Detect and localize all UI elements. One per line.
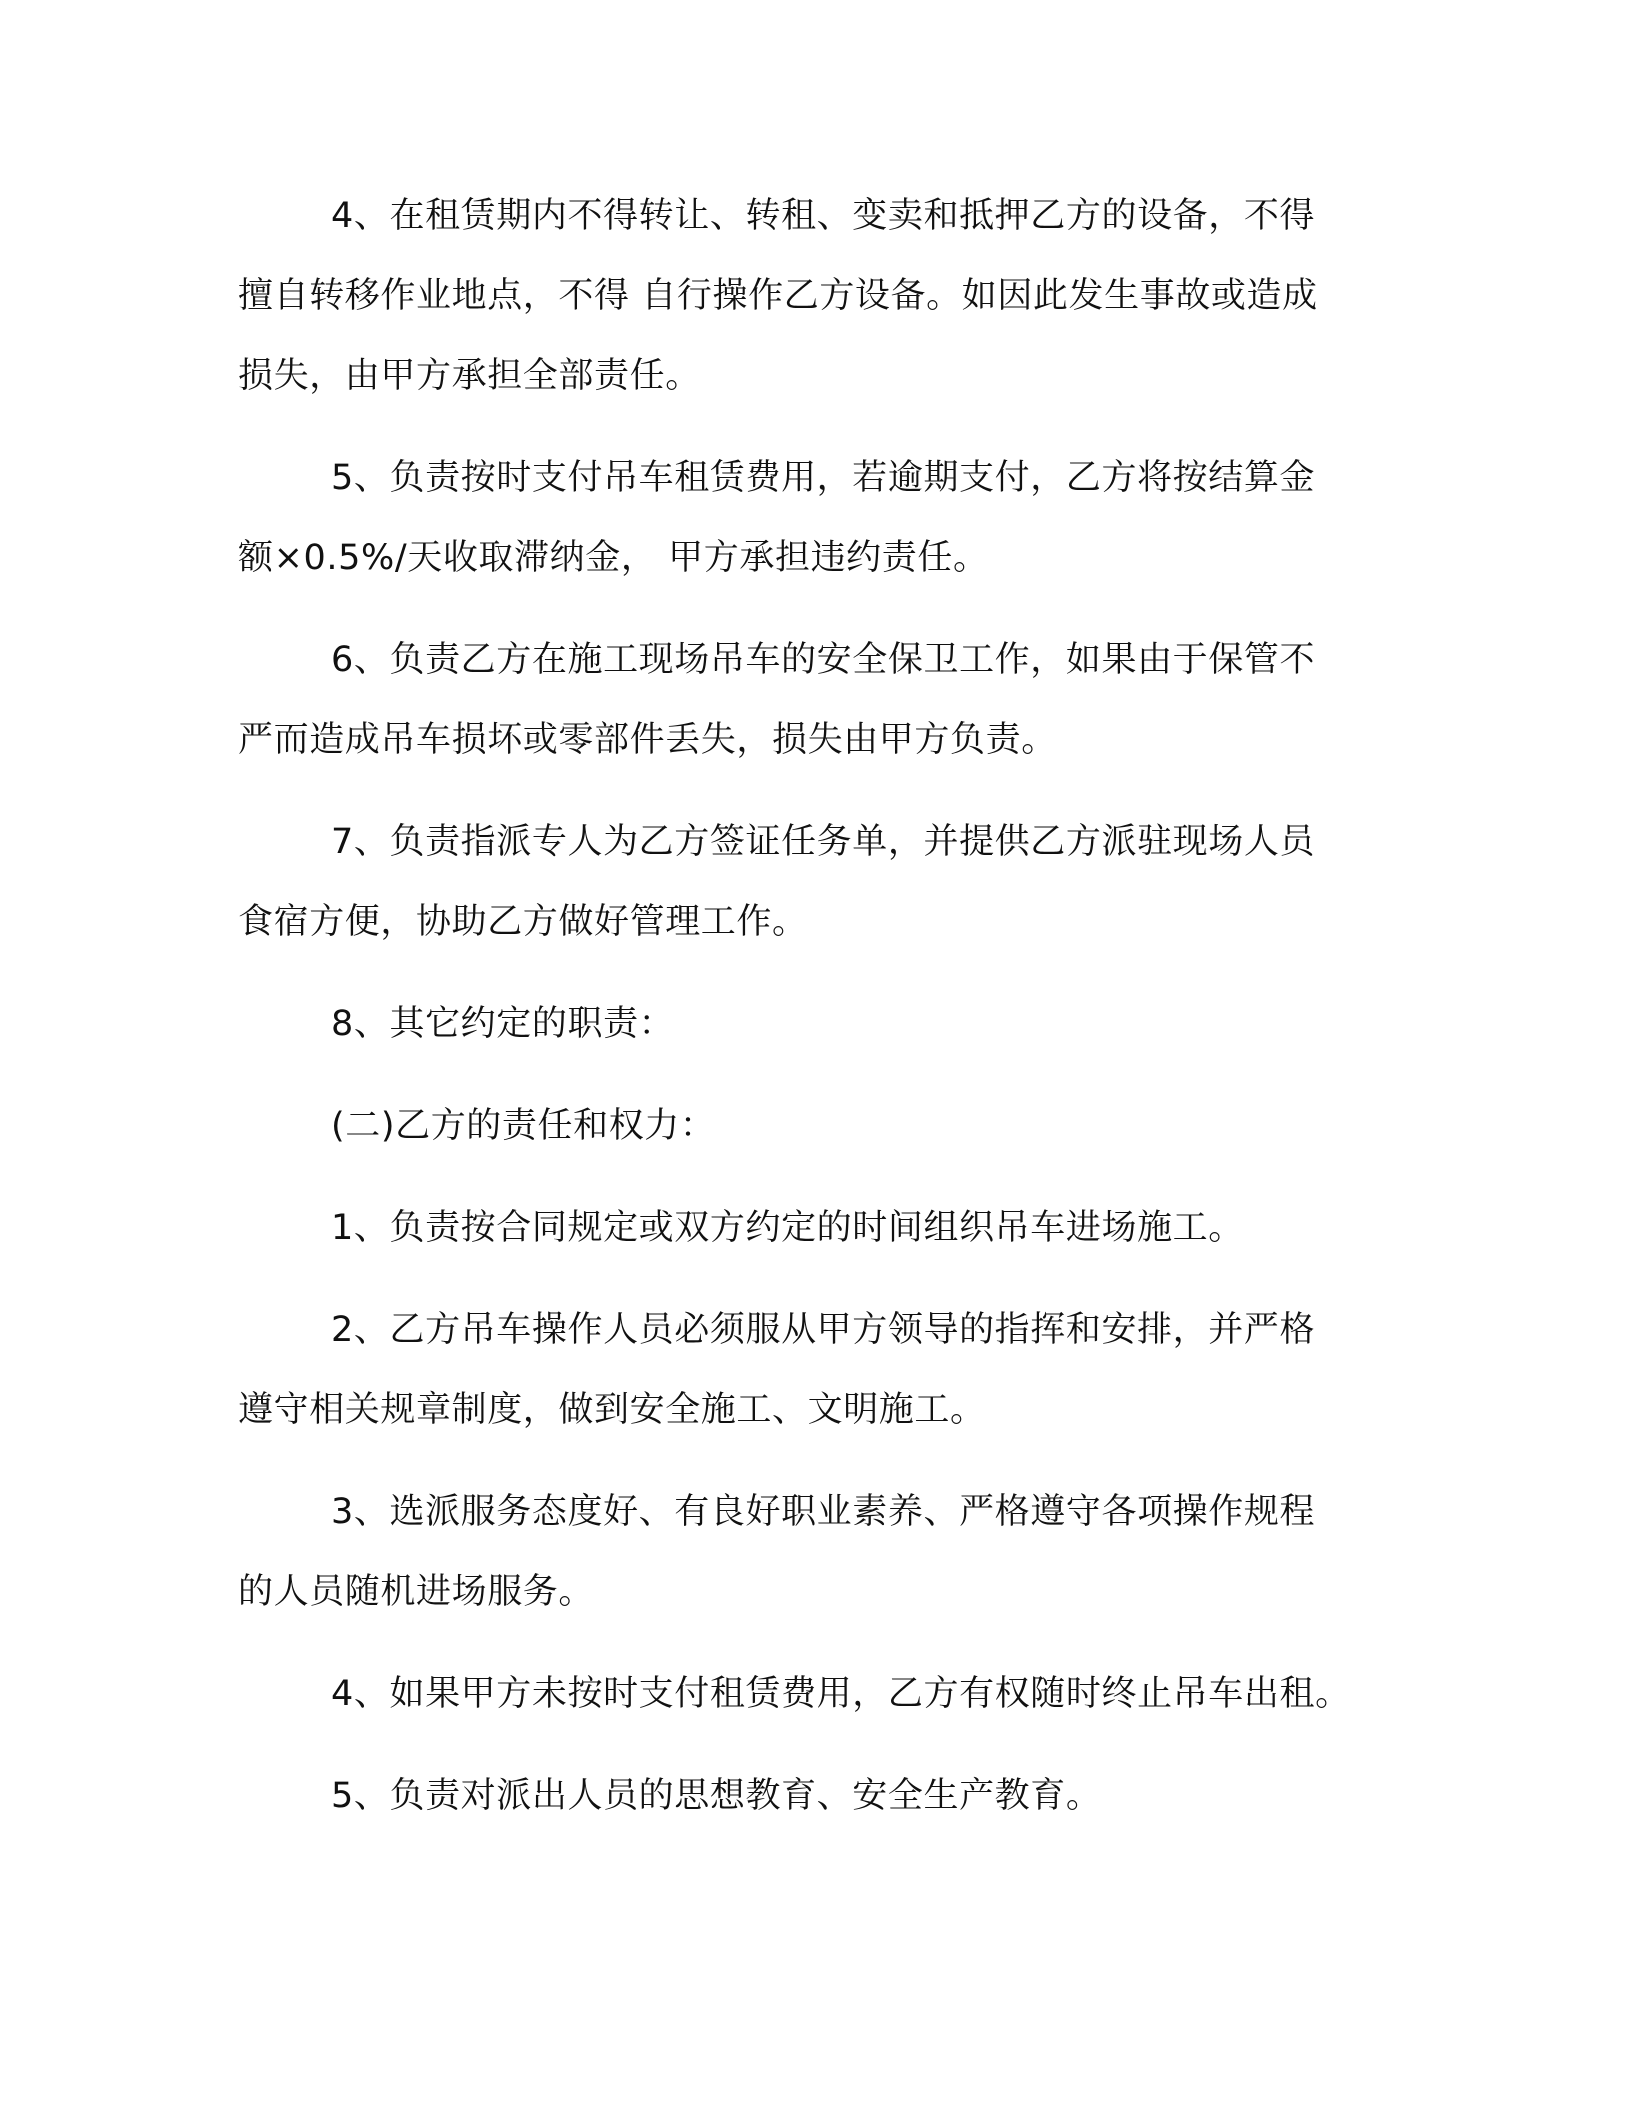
paragraph-line: 8、其它约定的职责：	[331, 1004, 675, 1044]
paragraph-6-security	[238, 620, 1398, 780]
paragraph-line: 3、选派服务态度好、有良好职业素养、严格遵守各项操作规程	[331, 1492, 1316, 1532]
paragraph-line: 1、负责按合同规定或双方约定的时间组织吊车进场施工。	[331, 1208, 1244, 1248]
paragraph-line: 5、负责按时支付吊车租赁费用，若逾期支付，乙方将按结算金	[331, 458, 1316, 498]
paragraph-5-payment	[238, 438, 1398, 598]
section-heading-party-b	[238, 1086, 1398, 1166]
paragraph-line: 5、负责对派出人员的思想教育、安全生产教育。	[331, 1776, 1102, 1816]
paragraph-b4-termination	[238, 1654, 1398, 1734]
paragraph-line: 损失，由甲方承担全部责任。	[238, 356, 701, 396]
paragraph-b5-education	[238, 1756, 1398, 1836]
paragraph-b2-operators	[238, 1290, 1398, 1450]
paragraph-4-lease-restrictions	[238, 176, 1398, 416]
section-heading: (二)乙方的责任和权力：	[331, 1106, 716, 1146]
paragraph-line: 6、负责乙方在施工现场吊车的安全保卫工作，如果由于保管不	[331, 640, 1316, 680]
paragraph-line: 2、乙方吊车操作人员必须服从甲方领导的指挥和安排，并严格	[331, 1310, 1316, 1350]
paragraph-line: 4、如果甲方未按时支付租赁费用，乙方有权随时终止吊车出租。	[331, 1674, 1351, 1714]
paragraph-line: 的人员随机进场服务。	[238, 1572, 595, 1612]
paragraph-b3-personnel	[238, 1472, 1398, 1632]
paragraph-b1-schedule	[238, 1188, 1398, 1268]
document-page	[238, 176, 1398, 1858]
paragraph-7-assignment	[238, 802, 1398, 962]
paragraph-line: 7、负责指派专人为乙方签证任务单，并提供乙方派驻现场人员	[331, 822, 1316, 862]
paragraph-line: 遵守相关规章制度，做到安全施工、文明施工。	[238, 1390, 986, 1430]
paragraph-line: 严而造成吊车损坏或零部件丢失，损失由甲方负责。	[238, 720, 1057, 760]
paragraph-line: 4、在租赁期内不得转让、转租、变卖和抵押乙方的设备，不得	[331, 196, 1316, 236]
paragraph-line: 额×0.5%/天收取滞纳金， 甲方承担违约责任。	[238, 538, 989, 578]
paragraph-line: 食宿方便，协助乙方做好管理工作。	[238, 902, 808, 942]
paragraph-8-other-duties	[238, 984, 1398, 1064]
paragraph-line: 擅自转移作业地点，不得 自行操作乙方设备。如因此发生事故或造成	[238, 276, 1318, 316]
